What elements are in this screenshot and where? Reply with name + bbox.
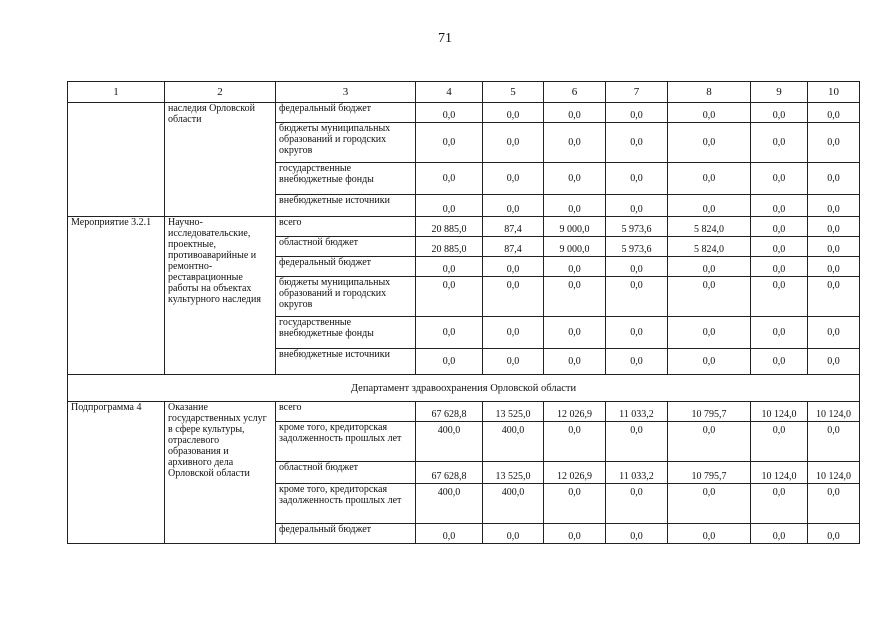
value-cell: 0,0: [751, 484, 808, 524]
value-cell: 0,0: [416, 195, 483, 217]
value-cell: 0,0: [606, 524, 668, 544]
value-cell: 0,0: [416, 317, 483, 349]
value-cell: 0,0: [544, 123, 606, 163]
table-row: [68, 103, 860, 123]
value-cell: 13 525,0: [483, 462, 544, 484]
column-header: 5: [483, 82, 544, 103]
funding-source-cell: государственные внебюджетные фонды: [276, 163, 416, 195]
column-header: 9: [751, 82, 808, 103]
value-cell: 400,0: [483, 484, 544, 524]
page-number: 71: [438, 31, 452, 46]
value-cell: 0,0: [416, 103, 483, 123]
value-cell: 0,0: [544, 277, 606, 317]
column-header: 8: [668, 82, 751, 103]
funding-source-cell: кроме того, кредиторская задолженность прошлых лет: [276, 422, 416, 462]
table-row: [68, 402, 860, 422]
value-cell: 0,0: [668, 317, 751, 349]
value-cell: 87,4: [483, 217, 544, 237]
table-row: [68, 217, 860, 237]
funding-source-cell: всего: [276, 402, 416, 422]
value-cell: 10 795,7: [668, 462, 751, 484]
value-cell: 0,0: [668, 163, 751, 195]
column-header: 4: [416, 82, 483, 103]
value-cell: 0,0: [483, 195, 544, 217]
program-cell: [68, 103, 165, 217]
value-cell: 11 033,2: [606, 402, 668, 422]
value-cell: 0,0: [808, 123, 860, 163]
value-cell: 0,0: [606, 317, 668, 349]
program-cell: Мероприятие 3.2.1: [68, 217, 165, 375]
value-cell: 0,0: [808, 277, 860, 317]
value-cell: 0,0: [808, 163, 860, 195]
value-cell: 0,0: [483, 123, 544, 163]
value-cell: 0,0: [808, 217, 860, 237]
value-cell: 20 885,0: [416, 217, 483, 237]
value-cell: 0,0: [668, 524, 751, 544]
value-cell: 0,0: [751, 123, 808, 163]
value-cell: 0,0: [606, 484, 668, 524]
value-cell: 0,0: [544, 317, 606, 349]
funding-source-cell: внебюджетные источники: [276, 349, 416, 375]
value-cell: 0,0: [483, 103, 544, 123]
value-cell: 11 033,2: [606, 462, 668, 484]
value-cell: 0,0: [668, 422, 751, 462]
funding-source-cell: областной бюджет: [276, 462, 416, 484]
value-cell: 0,0: [751, 217, 808, 237]
value-cell: 13 525,0: [483, 402, 544, 422]
value-cell: 0,0: [808, 349, 860, 375]
funding-source-cell: областной бюджет: [276, 237, 416, 257]
value-cell: 0,0: [808, 195, 860, 217]
value-cell: 0,0: [483, 524, 544, 544]
value-cell: 5 824,0: [668, 237, 751, 257]
value-cell: 0,0: [668, 277, 751, 317]
value-cell: 0,0: [751, 524, 808, 544]
funding-source-cell: федеральный бюджет: [276, 257, 416, 277]
section-row: [68, 375, 860, 402]
value-cell: 0,0: [751, 237, 808, 257]
value-cell: 0,0: [416, 524, 483, 544]
value-cell: 87,4: [483, 237, 544, 257]
funding-source-cell: федеральный бюджет: [276, 103, 416, 123]
value-cell: 0,0: [751, 277, 808, 317]
value-cell: 20 885,0: [416, 237, 483, 257]
value-cell: 12 026,9: [544, 402, 606, 422]
column-header: 2: [165, 82, 276, 103]
value-cell: 0,0: [808, 257, 860, 277]
funding-source-cell: государственные внебюджетные фонды: [276, 317, 416, 349]
description-cell: Оказание государственных услуг в сфере культуры, отраслевого образования и архивного дела Орловской области: [165, 402, 276, 544]
program-cell: Подпрограмма 4: [68, 402, 165, 544]
column-header: 6: [544, 82, 606, 103]
value-cell: 0,0: [416, 163, 483, 195]
value-cell: 0,0: [606, 257, 668, 277]
value-cell: 0,0: [668, 349, 751, 375]
value-cell: 10 124,0: [808, 462, 860, 484]
value-cell: 0,0: [808, 484, 860, 524]
value-cell: 0,0: [668, 195, 751, 217]
value-cell: 0,0: [483, 257, 544, 277]
value-cell: 0,0: [751, 103, 808, 123]
value-cell: 5 973,6: [606, 217, 668, 237]
value-cell: 0,0: [751, 195, 808, 217]
column-header: 3: [276, 82, 416, 103]
value-cell: 12 026,9: [544, 462, 606, 484]
value-cell: 0,0: [544, 257, 606, 277]
value-cell: 0,0: [483, 317, 544, 349]
description-cell: наследия Орловской области: [165, 103, 276, 217]
value-cell: 10 124,0: [808, 402, 860, 422]
value-cell: 0,0: [416, 257, 483, 277]
budget-table: [67, 81, 860, 544]
value-cell: 400,0: [483, 422, 544, 462]
column-header: 7: [606, 82, 668, 103]
value-cell: 400,0: [416, 422, 483, 462]
value-cell: 0,0: [483, 277, 544, 317]
value-cell: 0,0: [416, 123, 483, 163]
description-cell: Научно-исследовательские, проектные, противоаварийные и ремонтно-реставрационные работы на объектах культурного наследия: [165, 217, 276, 375]
value-cell: 0,0: [751, 257, 808, 277]
value-cell: 67 628,8: [416, 462, 483, 484]
value-cell: 0,0: [606, 422, 668, 462]
value-cell: 0,0: [751, 422, 808, 462]
value-cell: 0,0: [416, 277, 483, 317]
value-cell: 0,0: [606, 277, 668, 317]
value-cell: 5 824,0: [668, 217, 751, 237]
value-cell: 0,0: [668, 123, 751, 163]
value-cell: 0,0: [483, 349, 544, 375]
value-cell: 0,0: [606, 163, 668, 195]
value-cell: 0,0: [808, 524, 860, 544]
value-cell: 0,0: [544, 349, 606, 375]
funding-source-cell: кроме того, кредиторская задолженность прошлых лет: [276, 484, 416, 524]
value-cell: 10 795,7: [668, 402, 751, 422]
value-cell: 0,0: [606, 123, 668, 163]
column-header: 1: [68, 82, 165, 103]
value-cell: 0,0: [544, 422, 606, 462]
value-cell: 0,0: [544, 103, 606, 123]
section-title: Департамент здравоохранения Орловской области: [68, 375, 860, 402]
value-cell: 0,0: [668, 103, 751, 123]
value-cell: 0,0: [606, 349, 668, 375]
funding-source-cell: бюджеты муниципальных образований и городских округов: [276, 277, 416, 317]
value-cell: 0,0: [668, 484, 751, 524]
value-cell: 67 628,8: [416, 402, 483, 422]
value-cell: 0,0: [416, 349, 483, 375]
value-cell: 0,0: [751, 349, 808, 375]
value-cell: 0,0: [483, 163, 544, 195]
funding-source-cell: бюджеты муниципальных образований и городских округов: [276, 123, 416, 163]
value-cell: 0,0: [544, 163, 606, 195]
value-cell: 0,0: [606, 103, 668, 123]
value-cell: 0,0: [668, 257, 751, 277]
value-cell: 0,0: [808, 422, 860, 462]
value-cell: 0,0: [808, 237, 860, 257]
value-cell: 0,0: [544, 484, 606, 524]
value-cell: 10 124,0: [751, 462, 808, 484]
value-cell: 0,0: [544, 195, 606, 217]
funding-source-cell: федеральный бюджет: [276, 524, 416, 544]
value-cell: 9 000,0: [544, 217, 606, 237]
value-cell: 5 973,6: [606, 237, 668, 257]
funding-source-cell: внебюджетные источники: [276, 195, 416, 217]
value-cell: 0,0: [808, 317, 860, 349]
value-cell: 0,0: [751, 163, 808, 195]
value-cell: 0,0: [544, 524, 606, 544]
value-cell: 400,0: [416, 484, 483, 524]
value-cell: 0,0: [808, 103, 860, 123]
column-header: 10: [808, 82, 860, 103]
value-cell: 0,0: [751, 317, 808, 349]
funding-source-cell: всего: [276, 217, 416, 237]
value-cell: 10 124,0: [751, 402, 808, 422]
header-row: [68, 82, 860, 103]
value-cell: 0,0: [606, 195, 668, 217]
value-cell: 9 000,0: [544, 237, 606, 257]
